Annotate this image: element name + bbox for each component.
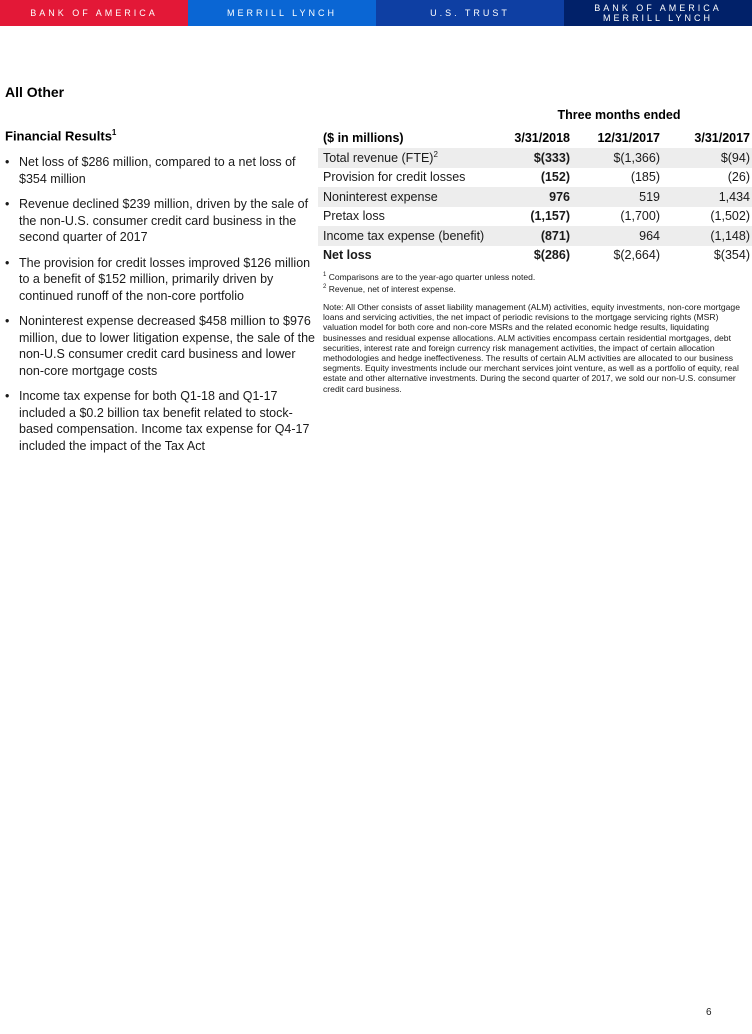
brand-bar xyxy=(0,0,752,26)
list-item xyxy=(5,154,315,187)
brand-label-line1: BANK OF AMERICA xyxy=(594,3,722,13)
bullet-icon: • xyxy=(5,255,10,270)
table-cell: $(1,366) xyxy=(570,148,660,168)
brand-us-trust[interactable] xyxy=(376,0,564,26)
financial-table xyxy=(318,128,752,265)
financial-results-title-text: Financial Results xyxy=(5,128,112,144)
footnote-text: Revenue, net of interest expense. xyxy=(328,283,456,294)
brand-bank-of-america[interactable] xyxy=(0,0,188,26)
table-cell: 1,434 xyxy=(660,187,752,207)
row-label: Pretax loss xyxy=(323,209,385,224)
financial-results-title-sup: 1 xyxy=(111,128,117,137)
financial-results-title xyxy=(5,128,116,143)
row-label-text: Total revenue (FTE) xyxy=(323,151,434,166)
table-header-row xyxy=(318,128,752,148)
table-cell: 519 xyxy=(570,187,660,207)
bullet-text: Income tax expense for both Q1-18 and Q1-17 included a $0.2 billion tax benefit related to stock-based compensation. Income tax expense for Q4-17 included the impact of the Tax Act xyxy=(19,389,310,453)
footnotes xyxy=(323,270,535,294)
column-header: 12/31/2017 xyxy=(597,131,660,145)
section-title: All Other xyxy=(5,84,65,100)
bullet-text: The provision for credit losses improved $126 million to a benefit of $152 million, primarily driven by continued runoff of the non-core portfolio xyxy=(19,255,311,303)
list-item xyxy=(5,388,315,454)
row-label-sup: 2 xyxy=(433,150,438,160)
table-cell: $(333) xyxy=(496,148,570,168)
page-number: 6 xyxy=(706,1007,712,1018)
list-item xyxy=(5,313,315,379)
brand-label: BANK OF AMERICA xyxy=(30,8,158,18)
table-cell: (871) xyxy=(496,226,570,246)
table-cell: 976 xyxy=(496,187,570,207)
brand-label: U.S. TRUST xyxy=(430,8,510,18)
brand-merrill-lynch[interactable] xyxy=(188,0,376,26)
footnote-sup: 1 xyxy=(323,272,327,278)
row-label: Net loss xyxy=(323,248,372,263)
row-label: Noninterest expense xyxy=(318,187,496,207)
table-cell: (26) xyxy=(727,170,750,185)
row-label xyxy=(318,148,496,168)
table-group-header: Three months ended xyxy=(557,108,681,122)
table-cell: $(286) xyxy=(533,248,570,263)
table-cell: $(354) xyxy=(713,248,750,263)
footnote-sup: 2 xyxy=(323,283,327,290)
column-header: ($ in millions) xyxy=(323,131,404,145)
table-row xyxy=(318,148,752,168)
table-cell: $(2,664) xyxy=(613,248,660,263)
column-header: 3/31/2018 xyxy=(514,131,570,145)
table-row xyxy=(318,246,752,266)
bullet-text: Revenue declined $239 million, driven by the sale of the non-U.S. consumer credit card business in the second quarter of 2017 xyxy=(19,197,309,244)
bullet-icon: • xyxy=(5,155,10,169)
table-cell: $(94) xyxy=(660,148,752,168)
bullet-text: Noninterest expense decreased $458 million to $976 million, due to lower litigation expense, the sale of the non-U.S consumer credit card business and lower non-core mortgage costs xyxy=(19,314,316,378)
row-label: Provision for credit losses xyxy=(323,170,466,185)
table-cell: (1,700) xyxy=(620,209,660,224)
table-cell: (1,148) xyxy=(660,226,752,246)
row-label: Income tax expense (benefit) xyxy=(318,226,496,246)
bullet-icon: • xyxy=(5,197,10,211)
bullet-text: Net loss of $286 million, compared to a net loss of $354 million xyxy=(19,155,296,186)
bullet-icon: • xyxy=(5,389,10,403)
table-cell: (1,502) xyxy=(710,209,750,224)
brand-label-line2: MERRILL LYNCH xyxy=(602,13,713,23)
column-header: 3/31/2017 xyxy=(694,131,750,145)
table-cell: (185) xyxy=(630,170,660,185)
bullet-icon: • xyxy=(5,314,10,328)
list-item xyxy=(5,196,315,246)
table-row xyxy=(318,187,752,207)
financial-results-list xyxy=(5,154,315,463)
footnote-text: Comparisons are to the year-ago quarter unless noted. xyxy=(328,271,536,282)
table-row xyxy=(318,207,752,227)
table-cell: (1,157) xyxy=(530,209,570,224)
footnote xyxy=(323,270,535,282)
table-row xyxy=(318,168,752,188)
note-paragraph: Note: All Other consists of asset liability management (ALM) activities, equity investments, non-core mortgage loans and servicing activities, the net impact of periodic revisions to the mortgage servicing rights (MSR) valuation model for both core and non-core MSRs and the related economic hedge results, liquidating businesses and residual expense allocations. ALM activities encompass certain residential mortgages, debt securities, interest rate and foreign currency risk management activities, the impact of certain allocation methodologies and hedge ineffectiveness. The results of certain ALM activities are allocated to our business segments. Equity investments include our merchant services joint venture, as well as a portfolio of equity, real estate and other alternative investments. During the second quarter of 2017, we sold our non-U.S. consumer credit card business. xyxy=(323,302,740,394)
table-cell: (152) xyxy=(540,170,570,185)
table-row xyxy=(318,226,752,246)
brand-bank-of-america-merrill-lynch[interactable] xyxy=(564,0,752,26)
brand-label: MERRILL LYNCH xyxy=(226,8,337,18)
table-cell: 964 xyxy=(570,226,660,246)
footnote xyxy=(323,282,535,294)
list-item xyxy=(5,255,315,305)
